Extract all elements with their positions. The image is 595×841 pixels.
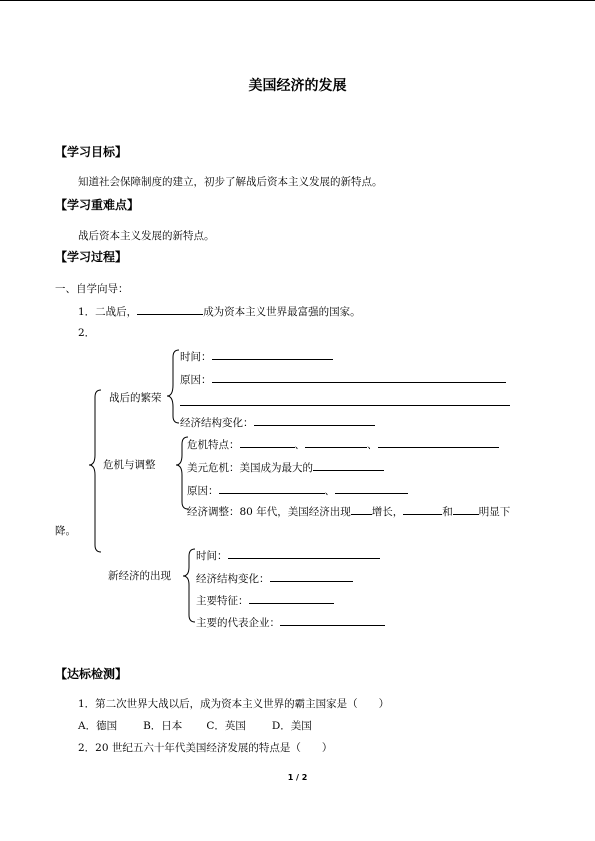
question-2: 2． [78,327,96,339]
crisis-label: 危机与调整 [103,459,156,471]
adjustment-blank-1[interactable] [351,503,372,515]
dollar-crisis: 美元危机：美国成为最大的 [187,459,384,475]
prosperity-reason-line2 [180,394,510,410]
prosperity-reason: 原因： [180,371,506,387]
new-economy-companies-blank[interactable] [280,614,385,626]
adjustment-blank-2[interactable] [403,503,442,515]
adjustment-wrap: 降。 [55,525,76,537]
new-economy-brace [183,549,195,622]
crisis-reason-blank-1[interactable] [219,482,325,494]
crisis-features-blank-2[interactable] [305,436,367,448]
assessment-question-1: 1．第二次世界大战以后，成为资本主义世界的霸主国家是（ ） [78,698,390,710]
new-economy-structure-blank[interactable] [270,570,353,582]
self-study-guide: 一、自学向导： [55,283,129,295]
option-d[interactable]: D．美国 [271,720,312,732]
new-economy-structure: 经济结构变化： [196,570,353,586]
assessment-heading: 【达标检测】 [55,667,128,681]
new-economy-features: 主要特征： [196,592,334,608]
page-title: 美国经济的发展 [248,78,347,94]
crisis-features-blank-1[interactable] [240,436,295,448]
prosperity-label: 战后的繁荣 [109,392,162,404]
crisis-features-blank-3[interactable] [378,436,499,448]
option-b[interactable]: B．日本 [143,720,183,732]
prosperity-reason-blank[interactable] [212,371,506,383]
key-points-heading: 【学习重难点】 [55,198,140,212]
learning-goals-heading: 【学习目标】 [55,145,128,159]
prosperity-brace [167,350,179,423]
question-1-prefix: 1．二战后， [78,306,138,318]
question-1-suffix: 成为资本主义世界最富强的国家。 [203,306,361,318]
option-c[interactable]: C．英国 [206,720,246,732]
economic-adjustment: 经济调整：80 年代，美国经济出现 增长， 和 明显下 [187,503,510,519]
new-economy-features-blank[interactable] [249,592,334,604]
page-number: 1 / 2 [287,773,308,782]
prosperity-structure: 经济结构变化： [180,414,375,430]
prosperity-reason-blank-2[interactable] [180,394,510,406]
option-a[interactable]: A．德国 [78,720,118,732]
prosperity-time: 时间： [180,348,333,364]
assessment-question-2: 2．20 世纪五六十年代美国经济发展的特点是（ ） [78,742,333,754]
dollar-crisis-blank[interactable] [313,459,384,471]
key-points-text: 战后资本主义发展的新特点。 [78,230,215,242]
crisis-features: 危机特点： 、 、 [187,436,499,452]
learning-goals-text: 知道社会保障制度的建立，初步了解战后资本主义发展的新特点。 [78,176,383,188]
learning-process-heading: 【学习过程】 [55,250,128,264]
adjustment-blank-3[interactable] [453,503,479,515]
new-economy-label: 新经济的出现 [108,570,171,582]
prosperity-structure-blank[interactable] [254,414,375,426]
crisis-reason: 原因： 、 [187,482,408,498]
assessment-q1-options [78,719,312,733]
new-economy-time: 时间： [196,547,380,563]
main-brace [89,390,101,552]
new-economy-time-blank[interactable] [228,547,380,559]
prosperity-time-blank[interactable] [212,348,333,360]
new-economy-companies: 主要的代表企业： [196,614,385,630]
crisis-reason-blank-2[interactable] [335,482,408,494]
